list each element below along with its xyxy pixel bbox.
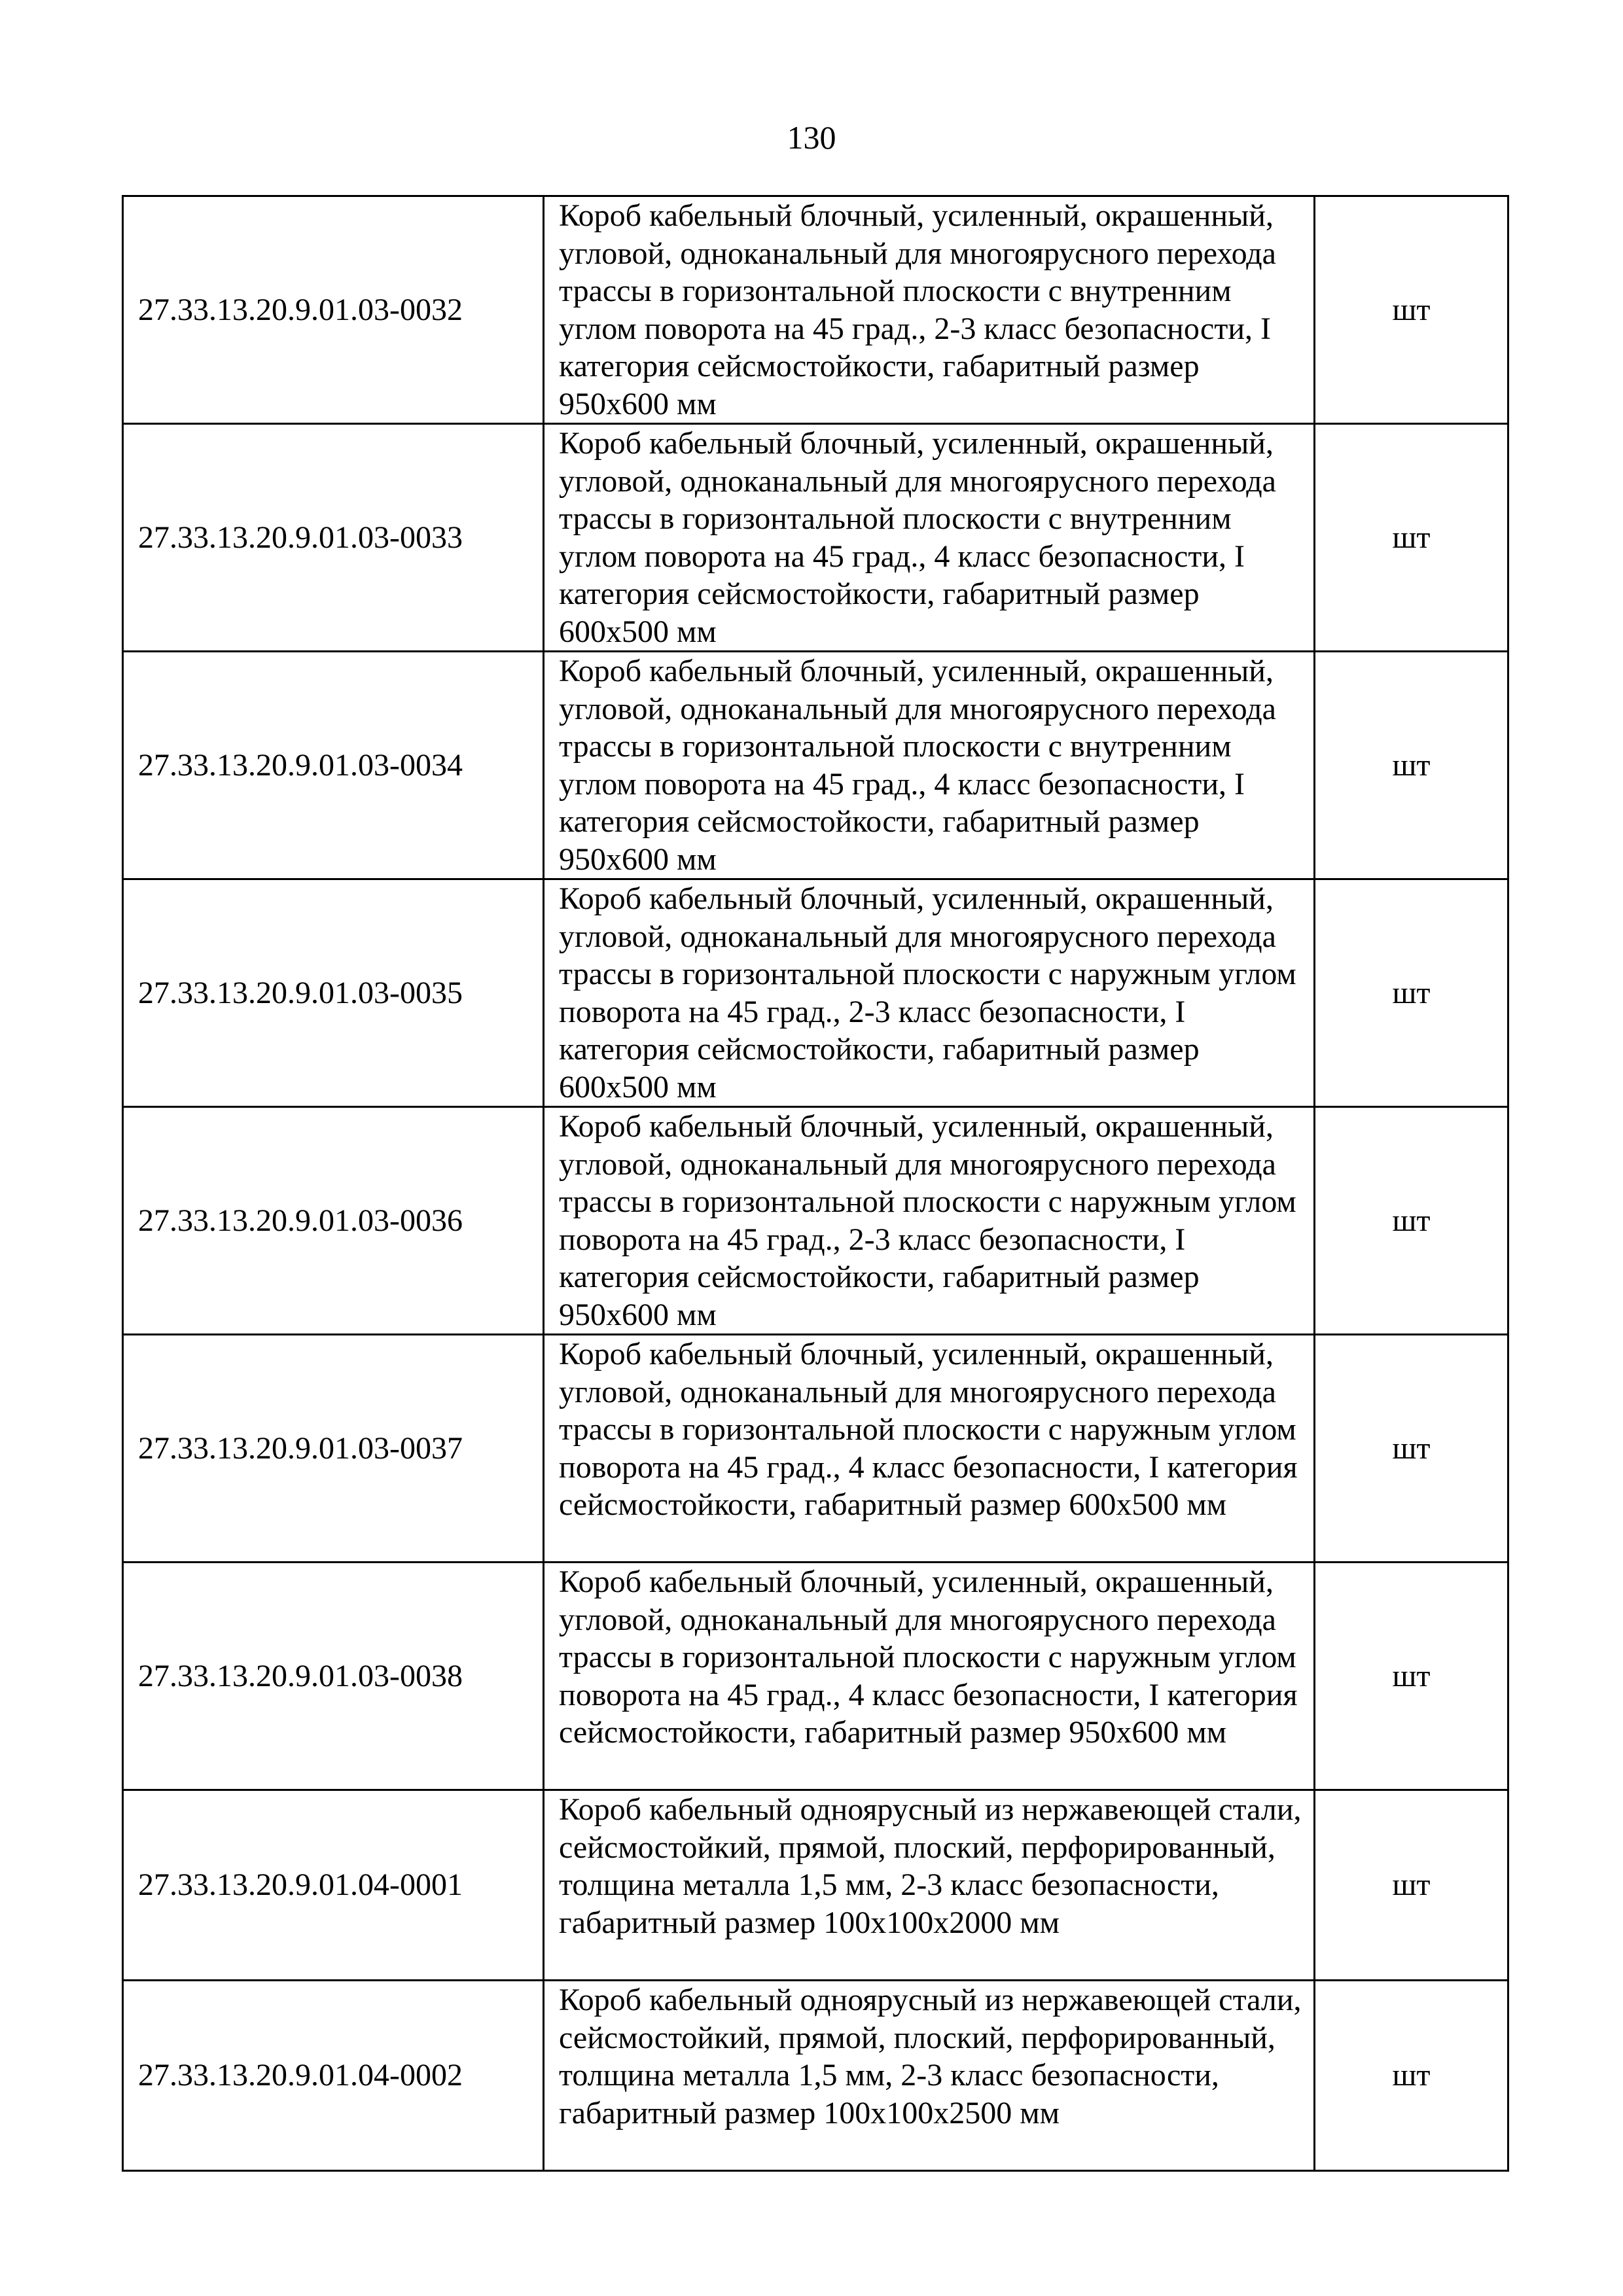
resource-name: Короб кабельный блочный, усиленный, окрашенный, угловой, одноканальный для многоярусного перехода трассы в горизонтальной плоскости с наружным углом поворота на 45 град., 4 класс безопасности, I категория сейсмостойкости, габаритный размер 950х600 мм: [544, 1563, 1315, 1790]
table-row: [123, 196, 1508, 424]
table-row: [123, 1563, 1508, 1790]
resource-table: [122, 195, 1509, 2172]
resource-code: 27.33.13.20.9.01.03-0037: [123, 1335, 544, 1563]
resource-code: 27.33.13.20.9.01.03-0034: [123, 652, 544, 879]
table-row: [123, 652, 1508, 879]
resource-unit: шт: [1315, 1563, 1508, 1790]
resource-code: 27.33.13.20.9.01.03-0035: [123, 879, 544, 1107]
resource-unit: шт: [1315, 1335, 1508, 1563]
resource-name: Короб кабельный одноярусный из нержавеющей стали, сейсмостойкий, прямой, плоский, перфорированный, толщина металла 1,5 мм, 2-3 класс безопасности, габаритный размер 100х100х2500 мм: [544, 1981, 1315, 2171]
resource-name: Короб кабельный блочный, усиленный, окрашенный, угловой, одноканальный для многоярусного перехода трассы в горизонтальной плоскости с внутренним углом поворота на 45 град., 4 класс безопасности, I категория сейсмостойкости, габаритный размер 600х500 мм: [544, 424, 1315, 652]
table-row: [123, 1981, 1508, 2171]
resource-code: 27.33.13.20.9.01.03-0036: [123, 1107, 544, 1335]
resource-unit: шт: [1315, 424, 1508, 652]
resource-unit: шт: [1315, 1790, 1508, 1981]
resource-code: 27.33.13.20.9.01.04-0002: [123, 1981, 544, 2171]
resource-name: Короб кабельный блочный, усиленный, окрашенный, угловой, одноканальный для многоярусного перехода трассы в горизонтальной плоскости с внутренним углом поворота на 45 град., 4 класс безопасности, I категория сейсмостойкости, габаритный размер 950х600 мм: [544, 652, 1315, 879]
resource-name: Короб кабельный блочный, усиленный, окрашенный, угловой, одноканальный для многоярусного перехода трассы в горизонтальной плоскости с наружным углом поворота на 45 град., 2-3 класс безопасности, I категория сейсмостойкости, габаритный размер 600х500 мм: [544, 879, 1315, 1107]
resource-name: Короб кабельный блочный, усиленный, окрашенный, угловой, одноканальный для многоярусного перехода трассы в горизонтальной плоскости с наружным углом поворота на 45 град., 2-3 класс безопасности, I категория сейсмостойкости, габаритный размер 950х600 мм: [544, 1107, 1315, 1335]
table-row: [123, 1335, 1508, 1563]
resource-name: Короб кабельный блочный, усиленный, окрашенный, угловой, одноканальный для многоярусного перехода трассы в горизонтальной плоскости с внутренним углом поворота на 45 град., 2-3 класс безопасности, I категория сейсмостойкости, габаритный размер 950х600 мм: [544, 196, 1315, 424]
resource-code: 27.33.13.20.9.01.03-0033: [123, 424, 544, 652]
resource-unit: шт: [1315, 1107, 1508, 1335]
page-number: 130: [787, 119, 836, 156]
table-row: [123, 424, 1508, 652]
table-row: [123, 1107, 1508, 1335]
resource-code: 27.33.13.20.9.01.04-0001: [123, 1790, 544, 1981]
table-row: [123, 1790, 1508, 1981]
resource-name: Короб кабельный блочный, усиленный, окрашенный, угловой, одноканальный для многоярусного перехода трассы в горизонтальной плоскости с наружным углом поворота на 45 град., 4 класс безопасности, I категория сейсмостойкости, габаритный размер 600х500 мм: [544, 1335, 1315, 1563]
resource-unit: шт: [1315, 879, 1508, 1107]
resource-code: 27.33.13.20.9.01.03-0032: [123, 196, 544, 424]
resource-unit: шт: [1315, 652, 1508, 879]
resource-unit: шт: [1315, 1981, 1508, 2171]
resource-name: Короб кабельный одноярусный из нержавеющей стали, сейсмостойкий, прямой, плоский, перфорированный, толщина металла 1,5 мм, 2-3 класс безопасности, габаритный размер 100х100х2000 мм: [544, 1790, 1315, 1981]
table-row: [123, 879, 1508, 1107]
resource-unit: шт: [1315, 196, 1508, 424]
resource-code: 27.33.13.20.9.01.03-0038: [123, 1563, 544, 1790]
